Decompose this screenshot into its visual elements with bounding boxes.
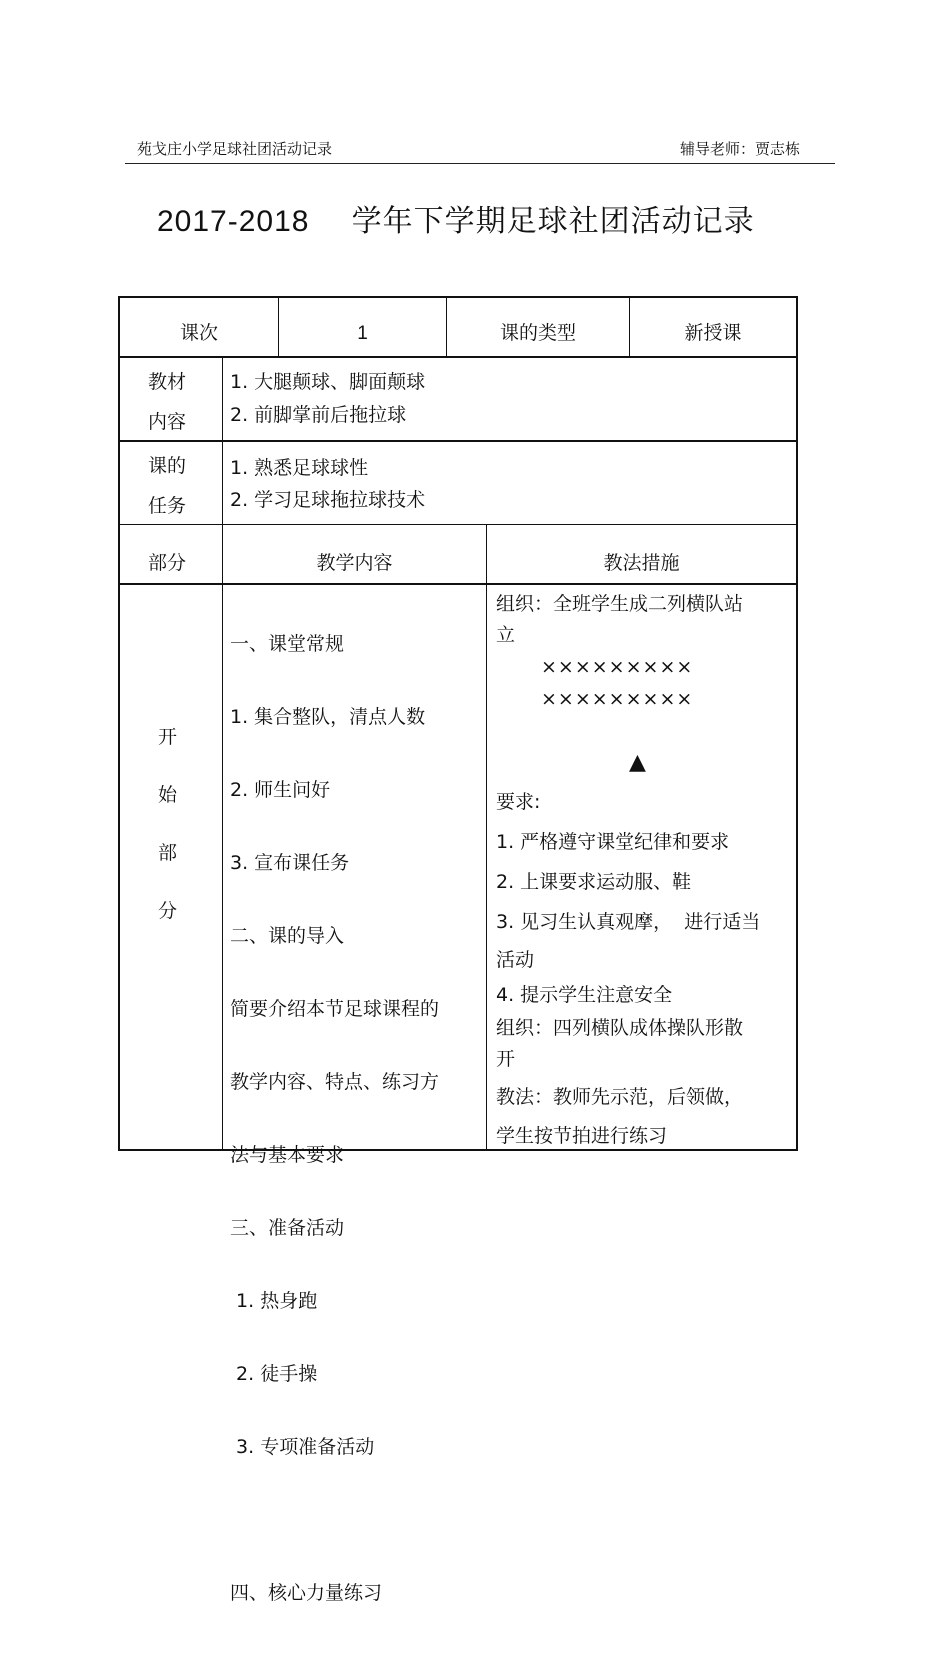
activity-record-table [118, 296, 798, 1604]
method-teach-line1: 教法：教师先示范，后领做， [496, 1086, 744, 1108]
page-title [157, 196, 755, 240]
col-divider [486, 524, 487, 1149]
part-header: 部分 [148, 552, 187, 574]
materials-label-line2: 内容 [148, 411, 187, 433]
header-divider [125, 163, 835, 164]
formation-row: ××××××××× [541, 688, 694, 710]
method-org2-line1: 组织：四列横队成体操队形散 [496, 1017, 744, 1039]
header-teacher: 辅导老师：贾志栋 [680, 140, 801, 158]
content-line: 2. 徒手操 [230, 1363, 318, 1385]
method-header: 教法措施 [603, 552, 680, 574]
title-text: 学年下学期足球社团活动记录 [351, 204, 755, 239]
content-line: 2. 师生问好 [230, 779, 331, 801]
requirement-item: 3. 见习生认真观摩， 进行适当 [496, 911, 761, 933]
formation-row: ××××××××× [541, 656, 694, 678]
col-divider [222, 356, 223, 1149]
content-line: 3. 专项准备活动 [230, 1436, 375, 1458]
lesson-type-label: 课的类型 [499, 322, 576, 344]
tasks-item: 2. 学习足球拖拉球技术 [230, 489, 426, 511]
method-org1-line1: 组织：全班学生成二列横队站 [496, 593, 744, 615]
method-org1-line2: 立 [496, 624, 516, 646]
lesson-number-value: 1 [357, 323, 368, 344]
part-char: 分 [158, 900, 178, 922]
materials-item: 1. 大腿颠球、脚面颠球 [230, 371, 426, 393]
content-line [230, 1511, 439, 1546]
title-year: 2017-2018 [157, 205, 310, 238]
requirement-item: 4. 提示学生注意安全 [496, 984, 673, 1006]
requirements-label: 要求: [496, 791, 541, 813]
content-header: 教学内容 [316, 552, 393, 574]
part-char: 开 [158, 726, 178, 748]
teacher-position-icon: ▲ [629, 750, 646, 775]
lesson-number-label: 课次 [179, 322, 218, 344]
content-line: 二、课的导入 [230, 925, 345, 947]
teaching-content [230, 597, 439, 1657]
requirement-item-cont: 活动 [496, 949, 535, 971]
part-char: 始 [158, 784, 178, 806]
content-line: 法与基本要求 [230, 1144, 345, 1166]
content-line: 三、准备活动 [230, 1217, 345, 1239]
requirement-item: 1. 严格遵守课堂纪律和要求 [496, 831, 730, 853]
header-school-name: 苑戈庄小学足球社团活动记录 [137, 140, 333, 158]
materials-label-line1: 教材 [148, 371, 187, 393]
content-line: 3. 宣布课任务 [230, 852, 350, 874]
lesson-type-value: 新授课 [684, 322, 742, 344]
tasks-label-line1: 课的 [148, 455, 187, 477]
content-line: 教学内容、特点、练习方 [230, 1071, 440, 1093]
content-line: 四、核心力量练习 [230, 1582, 383, 1604]
tasks-label-line2: 任务 [148, 495, 187, 517]
content-line: 简要介绍本节足球课程的 [230, 998, 440, 1020]
tasks-item: 1. 熟悉足球球性 [230, 457, 369, 479]
method-org2-line2: 开 [496, 1048, 516, 1070]
part-char: 部 [158, 842, 178, 864]
method-teach-line2: 学生按节拍进行练习 [496, 1125, 668, 1147]
materials-item: 2. 前脚掌前后拖拉球 [230, 404, 407, 426]
content-line: 一、课堂常规 [230, 633, 345, 655]
content-line: 1. 集合整队，清点人数 [230, 706, 426, 728]
content-line: 1. 热身跑 [230, 1290, 318, 1312]
requirement-item: 2. 上课要求运动服、鞋 [496, 871, 692, 893]
